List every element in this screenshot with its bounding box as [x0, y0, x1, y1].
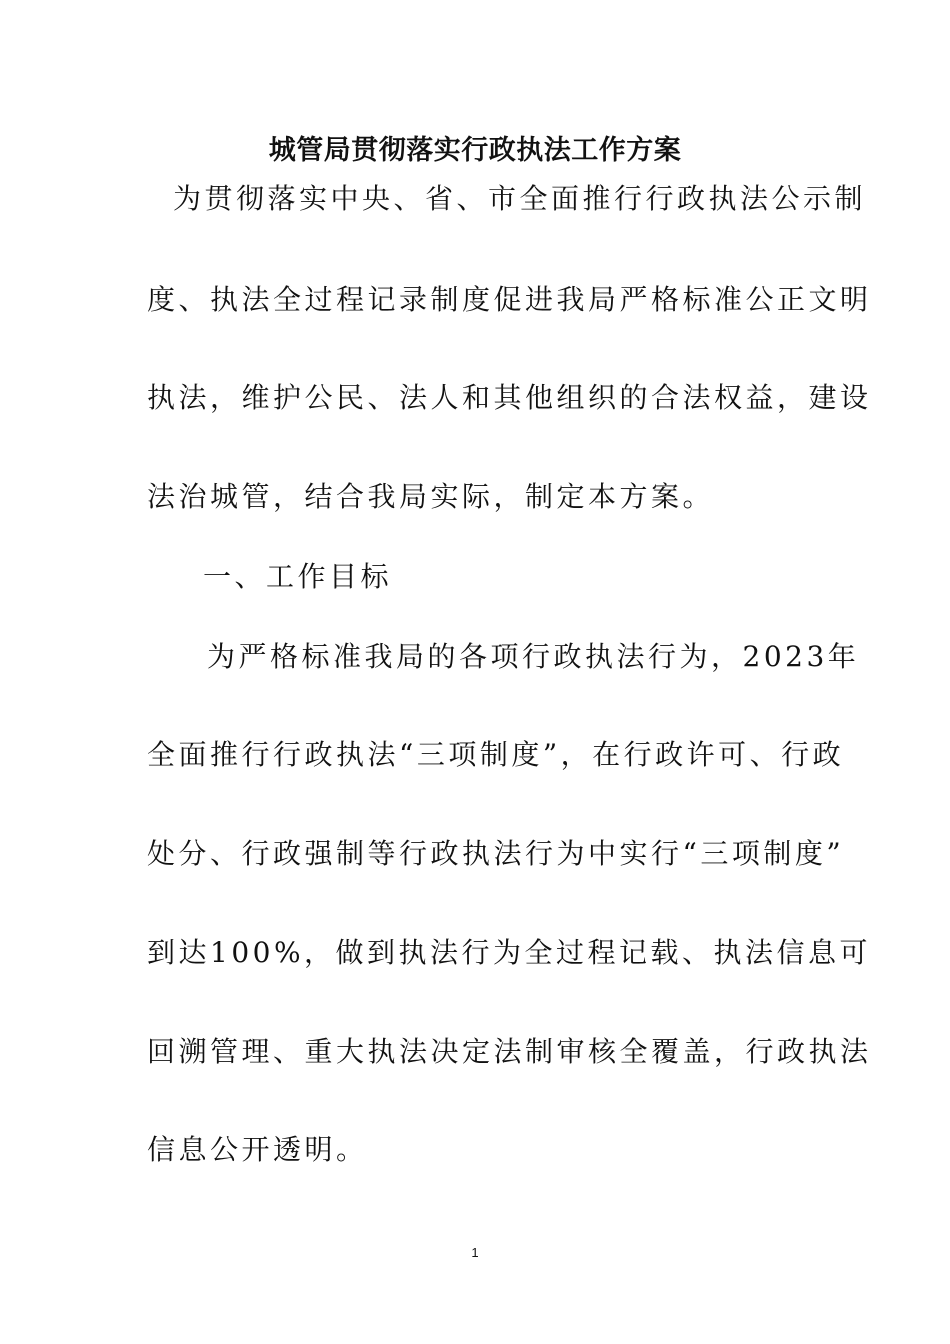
- section-1-line-6: 信息公开透明。: [147, 1133, 368, 1166]
- section-1-line-1: 为严格标准我局的各项行政执法行为，2023年: [207, 640, 860, 673]
- paragraph-1-line-4: 法治城管，结合我局实际，制定本方案。: [147, 480, 715, 513]
- section-1-line-3: 处分、行政强制等行政执法行为中实行“三项制度”: [147, 837, 845, 870]
- paragraph-1-line-2: 度、执法全过程记录制度促进我局严格标准公正文明: [147, 283, 872, 316]
- page-number: 1: [471, 1245, 479, 1260]
- section-1-heading: 一、工作目标: [203, 560, 393, 593]
- document-title: 城管局贯彻落实行政执法工作方案: [268, 135, 682, 166]
- paragraph-1-line-1: 为贯彻落实中央、省、市全面推行行政执法公示制: [173, 182, 867, 215]
- section-1-line-4: 到达100%，做到执法行为全过程记载、执法信息可: [147, 936, 872, 969]
- section-1-line-2: 全面推行行政执法“三项制度”，在行政许可、行政: [147, 738, 845, 771]
- paragraph-1-line-3: 执法，维护公民、法人和其他组织的合法权益，建设: [147, 381, 872, 414]
- section-1-line-5: 回溯管理、重大执法决定法制审核全覆盖，行政执法: [147, 1035, 872, 1068]
